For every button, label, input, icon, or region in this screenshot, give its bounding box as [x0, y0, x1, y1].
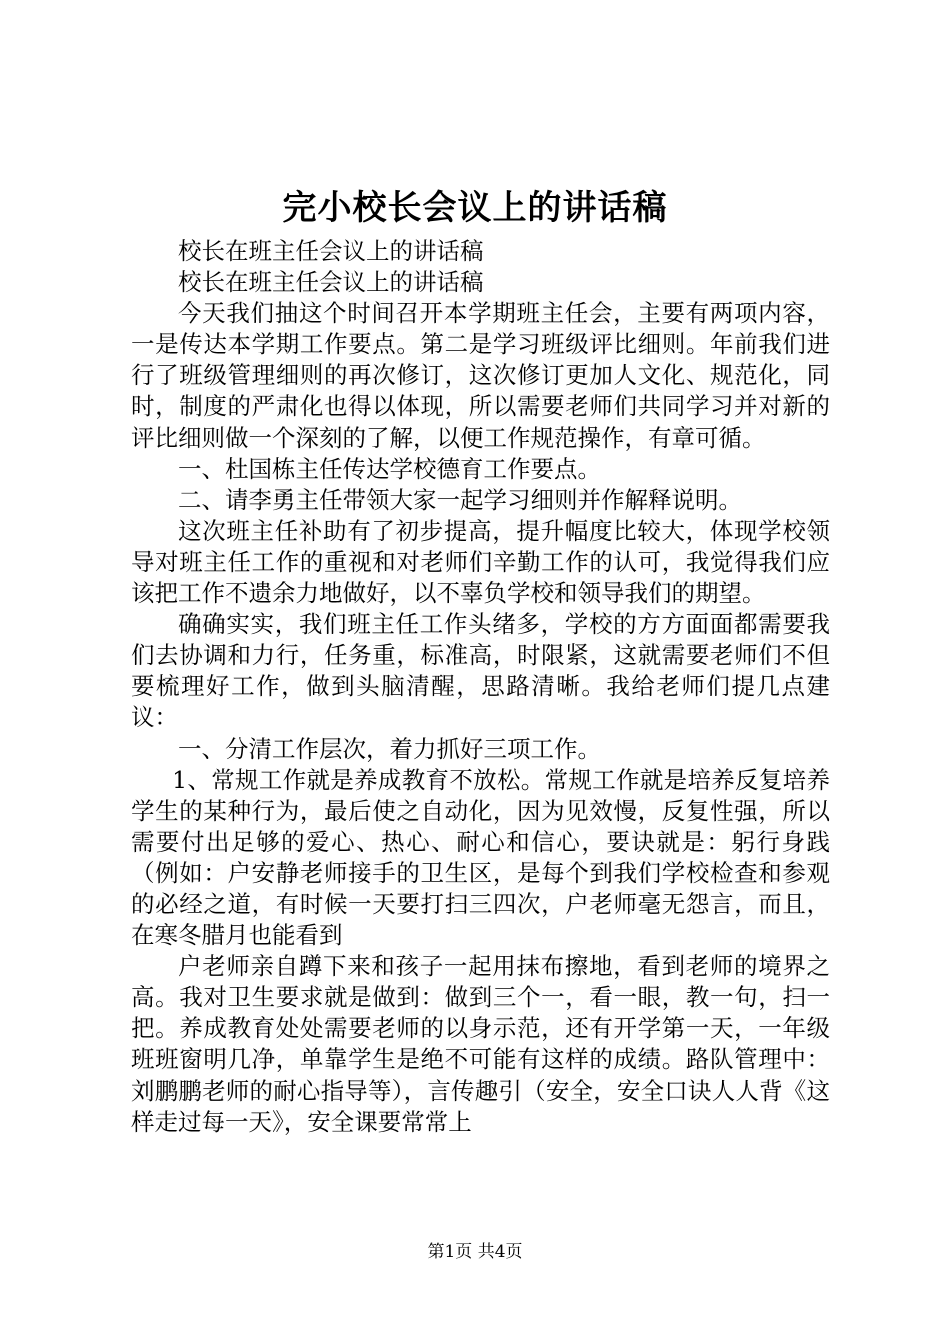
paragraph-subtitle-1: 校长在班主任会议上的讲话稿 — [178, 237, 484, 265]
paragraph-suggestions: 确确实实，我们班主任工作头绪多，学校的方方面面都需要我们去协调和力行，任务重，标准高，时限紧，这就需要老师们不但要梳理好工作，做到头脑清醒，思路清晰。我给老师们提几点建议： — [131, 610, 830, 732]
paragraph-item-1: 一、杜国栋主任传达学校德育工作要点。 — [178, 454, 601, 483]
paragraph-item-2: 二、请李勇主任带领大家一起学习细则并作解释说明。 — [178, 485, 742, 514]
document-title: 完小校长会议上的讲话稿 — [282, 188, 668, 228]
paragraph-subtitle-2: 校长在班主任会议上的讲话稿 — [178, 268, 484, 297]
document-body — [131, 236, 830, 1138]
paragraph-section-heading: 一、分清工作层次，着力抓好三项工作。 — [178, 734, 601, 763]
paragraph-teacher-example: 户老师亲自蹲下来和孩子一起用抹布擦地，看到老师的境界之高。我对卫生要求就是做到：做到三个一，看一眼，教一句，扫一把。养成教育处处需要老师的以身示范，还有开学第一天，一年级班班窗明几净，单靠学生是绝不可能有这样的成绩。路队管理中：刘鹏鹏老师的耐心指导等），言传趣引（安全，安全口诀人人背《这样走过每一天》，安全课要常常上 — [131, 952, 830, 1136]
paragraph-routine-work: 1、常规工作就是养成教育不放松。常规工作就是培养反复培养学生的某种行为，最后使之自动化，因为见效慢，反复性强，所以需要付出足够的爱心、热心、耐心和信心，要诀就是：躬行身践（例如：户安静老师接手的卫生区，是每个到我们学校检查和参观的必经之道，有时候一天要打扫三四次，户老师毫无怨言，而且，在寒冬腊月也能看到 — [131, 765, 830, 950]
paragraph-subsidy: 这次班主任补助有了初步提高，提升幅度比较大，体现学校领导对班主任工作的重视和对老师们辛勤工作的认可，我觉得我们应该把工作不遗余力地做好，以不辜负学校和领导我们的期望。 — [131, 516, 830, 608]
page-number-footer: 第1页 共4页 — [427, 1242, 523, 1262]
paragraph-intro: 今天我们抽这个时间召开本学期班主任会，主要有两项内容，一是传达本学期工作要点。第二是学习班级评比细则。年前我们进行了班级管理细则的再次修订，这次修订更加人文化、规范化，同时，制度的严肃化也得以体现，所以需要老师们共同学习并对新的评比细则做一个深刻的了解，以便工作规范操作，有章可循。 — [131, 299, 830, 452]
